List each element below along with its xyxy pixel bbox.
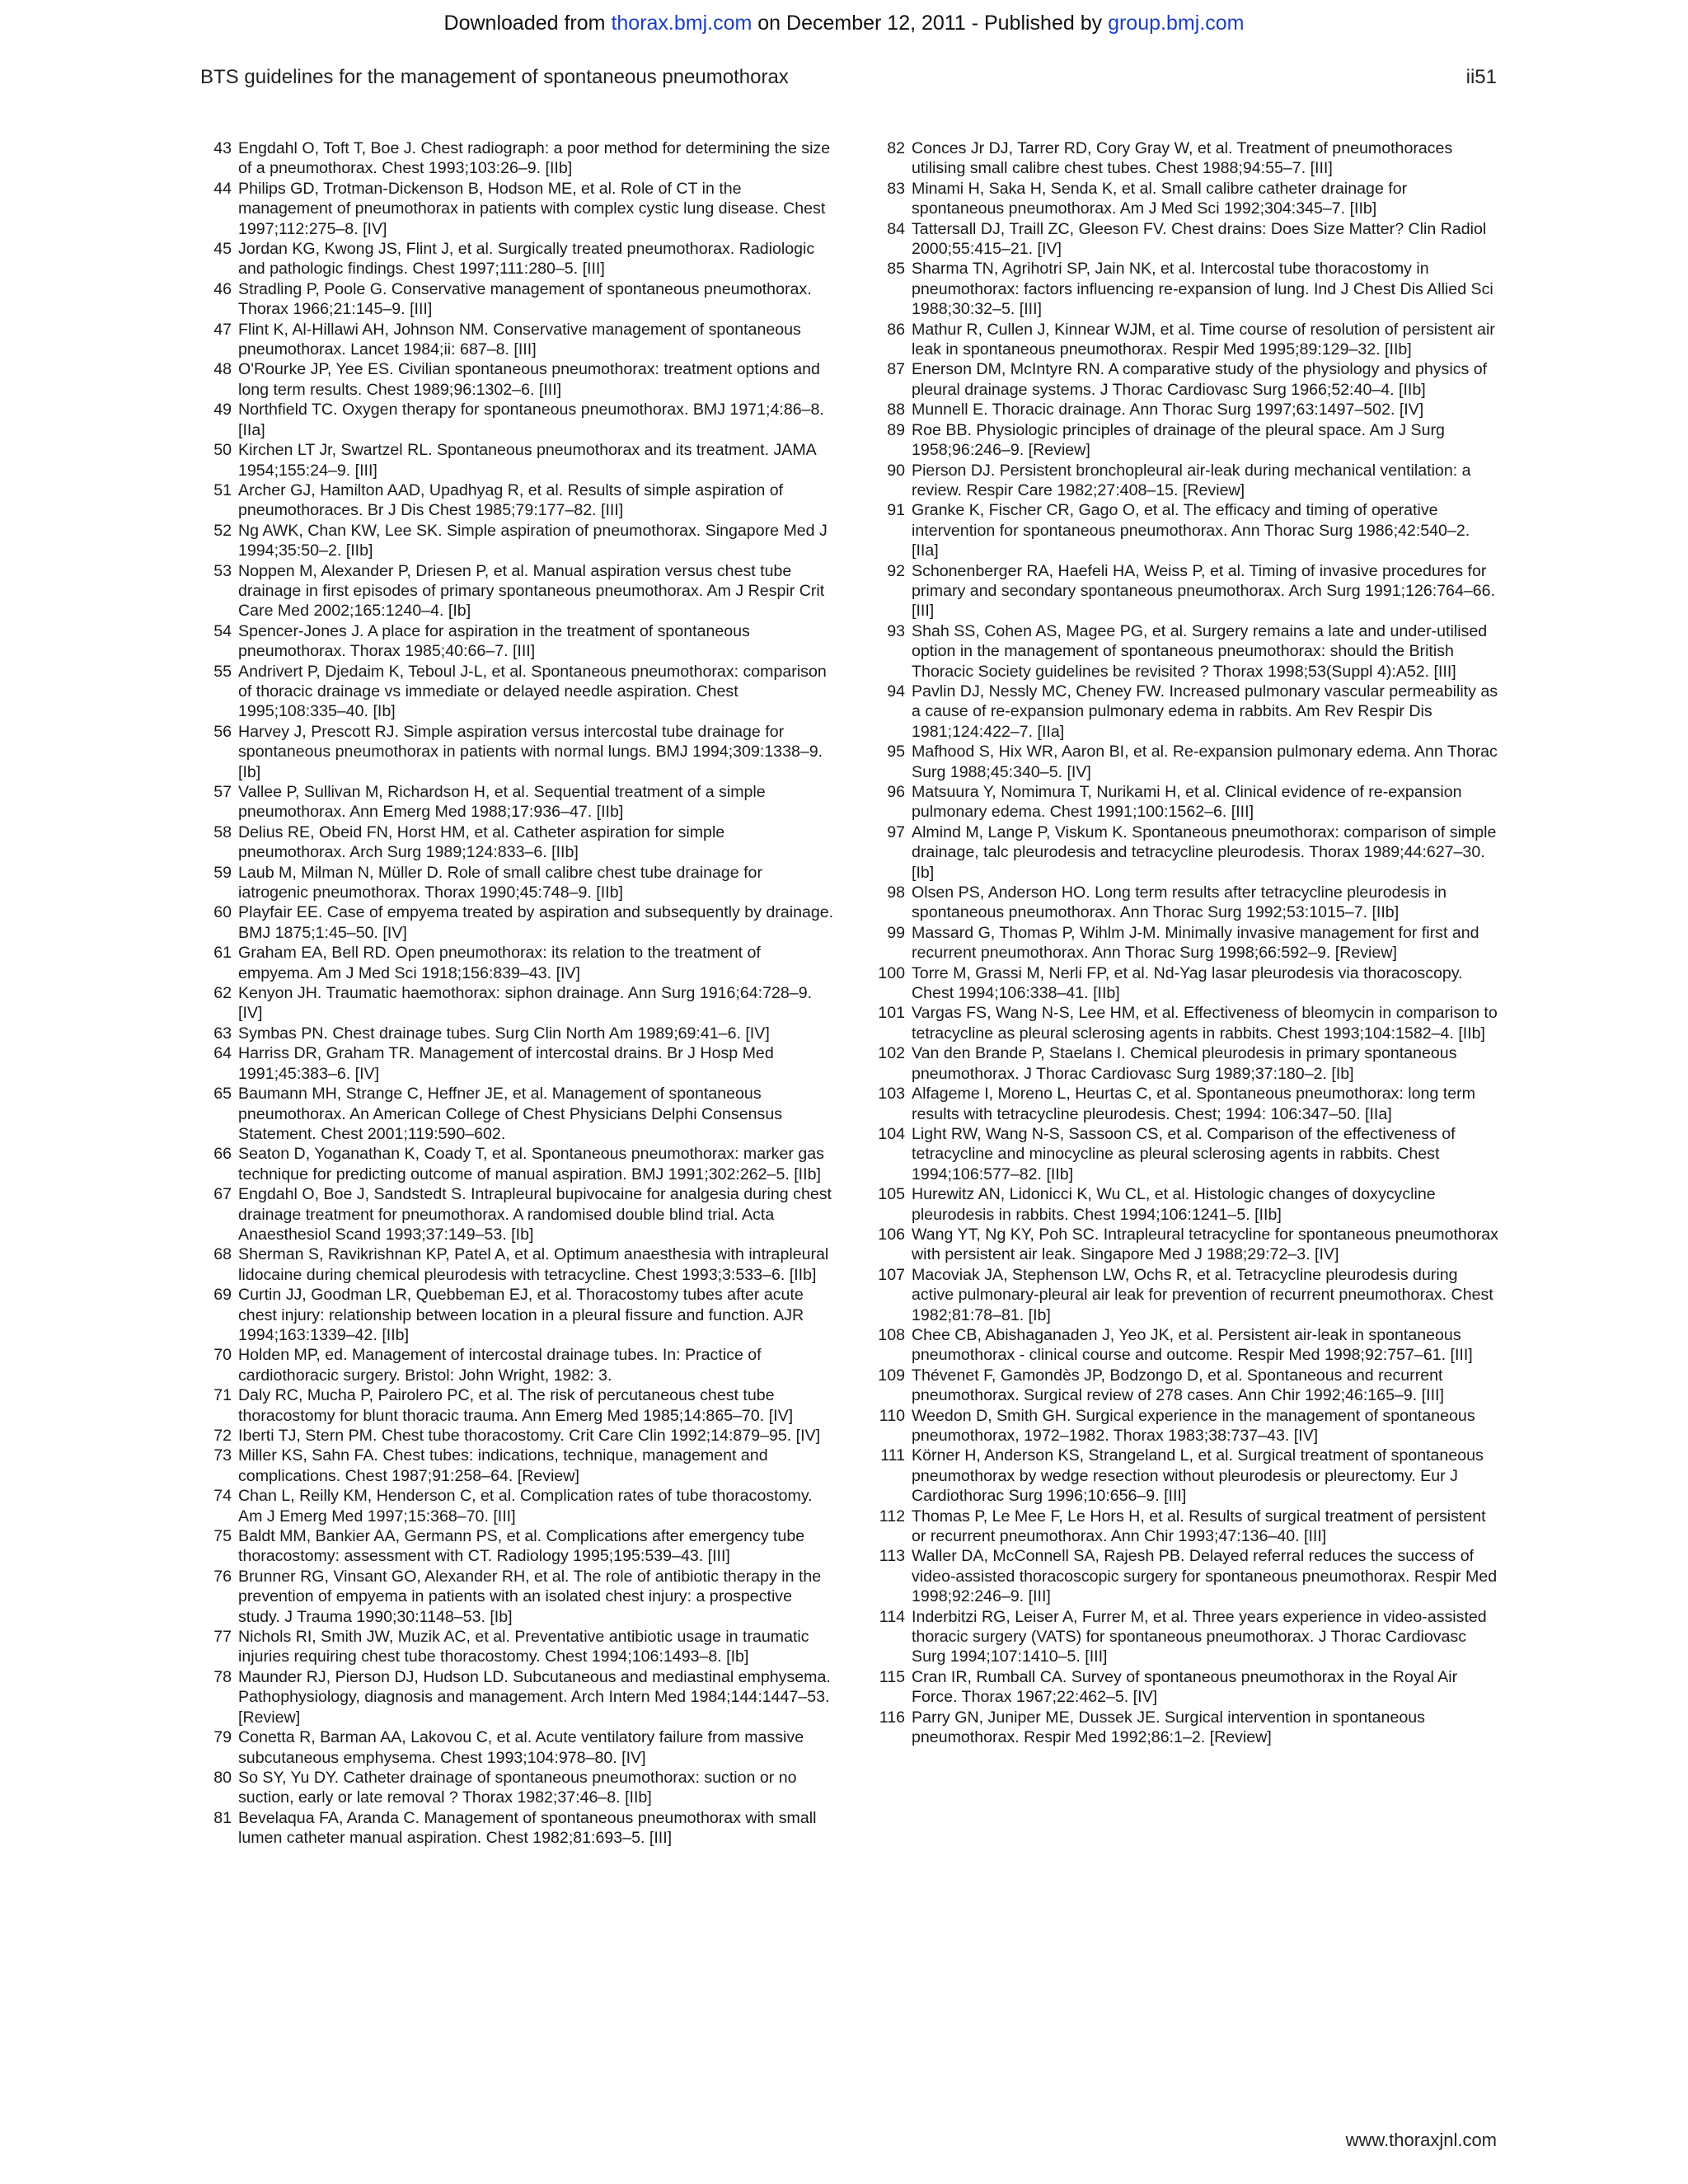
reference-text: Spencer-Jones J. A place for aspiration in the treatment of spontaneous pneumothorax. Thorax 1985;40:66–7. [III]: [238, 621, 750, 661]
reference-text: Kirchen LT Jr, Swartzel RL. Spontaneous pneumothorax and its treatment. JAMA 1954;155:24–9. [III]: [238, 441, 816, 480]
reference-number: 80: [213, 1768, 232, 1787]
reference-item: [872, 1366, 1500, 1406]
reference-item: [872, 823, 1500, 883]
reference-item: [200, 983, 835, 1024]
reference-number: 45: [213, 240, 232, 259]
reference-item: [200, 1526, 835, 1567]
download-banner: [0, 12, 1688, 35]
reference-number: 111: [880, 1446, 905, 1465]
reference-number: 85: [887, 260, 905, 279]
reference-text: Maunder RJ, Pierson DJ, Hudson LD. Subcutaneous and mediastinal emphysema. Pathophysiology, diagnosis and management. Arch Intern Med 1984;144:1447–53. [Review]: [238, 1667, 831, 1727]
reference-number: 61: [213, 944, 232, 963]
reference-number: 57: [213, 783, 232, 801]
reference-item: [200, 138, 835, 179]
reference-text: Light RW, Wang N-S, Sassoon CS, et al. Comparison of the effectiveness of tetracycline and minocycline as pleural sclerosing agents in rabbits. Chest 1994;106:577–82. [IIb]: [912, 1124, 1456, 1183]
reference-item: [200, 1084, 835, 1144]
reference-text: Mafhood S, Hix WR, Aaron BI, et al. Re-expansion pulmonary edema. Ann Thorac Surg 1988;45:340–5. [IV]: [912, 743, 1498, 781]
reference-number: 106: [878, 1225, 905, 1244]
reference-text: Chan L, Reilly KM, Henderson C, et al. Complication rates of tube thoracostomy. Am J Emerg Med 1997;15:368–70. [III]: [238, 1487, 813, 1526]
reference-item: [872, 179, 1500, 219]
reference-number: 46: [213, 279, 232, 298]
reference-number: 105: [878, 1185, 905, 1204]
reference-text: Jordan KG, Kwong JS, Flint J, et al. Surgically treated pneumothorax. Radiologic and pathologic findings. Chest 1997;111:280–5. [III]: [238, 240, 815, 279]
reference-item: [200, 902, 835, 943]
reference-number: 48: [213, 360, 232, 379]
reference-number: 98: [887, 883, 905, 902]
reference-text: Graham EA, Bell RD. Open pneumothorax: its relation to the treatment of empyema. Am J Med Sci 1918;156:839–43. [IV]: [238, 944, 761, 982]
reference-text: Chee CB, Abishaganaden J, Yeo JK, et al. Persistent air-leak in spontaneous pneumothorax - clinical course and outcome. Respir Med 1998;92:757–61. [III]: [912, 1325, 1473, 1365]
reference-number: 81: [213, 1808, 232, 1827]
reference-text: Matsuura Y, Nomimura T, Nurikami H, et al. Clinical evidence of re-expansion pulmonary edema. Chest 1991;100:1562–6. [III]: [912, 783, 1462, 822]
reference-text: Enerson DM, McIntyre RN. A comparative study of the physiology and physics of pleural drainage systems. J Thorac Cardiovasc Surg 1966;52:40–4. [IIb]: [912, 360, 1488, 399]
reference-text: Cran IR, Rumball CA. Survey of spontaneous pneumothorax in the Royal Air Force. Thorax 1967;22:462–5. [IV]: [912, 1667, 1458, 1707]
reference-item: [872, 1184, 1500, 1225]
reference-text: Roe BB. Physiologic principles of drainage of the pleural space. Am J Surg 1958;96:246–9. [Review]: [912, 420, 1445, 460]
reference-item: [200, 1244, 835, 1285]
reference-text: Sherman S, Ravikrishnan KP, Patel A, et al. Optimum anaesthesia with intrapleural lidocaine during chemical pleurodesis with tetracycline. Chest 1993;3:533–6. [IIb]: [238, 1245, 829, 1284]
reference-item: [200, 1808, 835, 1849]
reference-item: [200, 1727, 835, 1768]
reference-text: Engdahl O, Toft T, Boe J. Chest radiograph: a poor method for determining the size of a pneumothorax. Chest 1993;103:26–9. [IIb]: [238, 139, 831, 178]
reference-item: [200, 279, 835, 320]
reference-item: [872, 400, 1500, 419]
reference-number: 58: [213, 823, 232, 841]
reference-column-right: [872, 138, 1500, 1748]
reference-number: 49: [213, 401, 232, 419]
reference-item: [200, 320, 835, 360]
running-title: BTS guidelines for the management of spontaneous pneumothorax: [200, 66, 789, 88]
reference-text: Nichols RI, Smith JW, Muzik AC, et al. Preventative antibiotic usage in traumatic injuries requiring chest tube thoracostomy. Chest 1994;106:1493–8. [Ib]: [238, 1628, 809, 1666]
reference-number: 95: [887, 743, 905, 762]
reference-text: Curtin JJ, Goodman LR, Quebbeman EJ, et al. Thoracostomy tubes after acute chest injury: relationship between location in a pleural fissure and function. AJR 1994;163:1339–42. [IIb]: [238, 1286, 804, 1344]
reference-text: Conces Jr DJ, Tarrer RD, Cory Gray W, et al. Treatment of pneumothoraces utilising small calibre chest tubes. Chest 1988;94:55–7. [III]: [912, 139, 1453, 178]
reference-number: 52: [213, 521, 232, 540]
reference-text: Conetta R, Barman AA, Lakovou C, et al. Acute ventilatory failure from massive subcutaneous emphysema. Chest 1993;104:978–80. [IV]: [238, 1728, 804, 1767]
reference-number: 54: [213, 621, 232, 640]
reference-number: 69: [213, 1286, 232, 1305]
reference-number: 44: [213, 179, 232, 198]
reference-text: Baumann MH, Strange C, Heffner JE, et al. Management of spontaneous pneumothorax. An American College of Chest Physicians Delphi Consensus Statement. Chest 2001;119:590–602.: [238, 1085, 783, 1143]
reference-item: [200, 662, 835, 722]
reference-number: 93: [887, 621, 905, 640]
reference-text: Holden MP, ed. Management of intercostal drainage tubes. In: Practice of cardiothoracic surgery. Bristol: John Wright, 1982: 3.: [238, 1346, 762, 1385]
reference-number: 109: [878, 1366, 905, 1385]
reference-number: 51: [213, 480, 232, 499]
reference-number: 73: [213, 1446, 232, 1465]
reference-number: 50: [213, 441, 232, 460]
reference-text: Torre M, Grassi M, Nerli FP, et al. Nd-Yag lasar pleurodesis via thoracoscopy. Chest 1994;106:338–41. [IIb]: [912, 963, 1463, 1003]
reference-text: Sharma TN, Agrihotri SP, Jain NK, et al. Intercostal tube thoracostomy in pneumothorax: factors influencing re-expansion of lung. Ind J Chest Dis Allied Sci 1988;30:32–5. [III]: [912, 260, 1493, 319]
reference-text: Andrivert P, Djedaim K, Teboul J-L, et al. Spontaneous pneumothorax: comparison of thoracic drainage vs immediate or delayed needle aspiration. Chest 1995;108:335–40. [Ib]: [238, 662, 827, 721]
page-number: ii51: [1465, 66, 1497, 88]
reference-text: Munnell E. Thoracic drainage. Ann Thorac Surg 1997;63:1497–502. [IV]: [912, 401, 1424, 419]
reference-number: 89: [887, 420, 905, 439]
reference-item: [200, 239, 835, 279]
reference-text: Engdahl O, Boe J, Sandstedt S. Intrapleural bupivocaine for analgesia during chest drainage treatment for pneumothorax. A randomised double blind trial. Acta Anaesthesiol Scand 1993;37:149–53. [Ib]: [238, 1185, 832, 1244]
reference-text: Alfageme I, Moreno L, Heurtas C, et al. Spontaneous pneumothorax: long term results with tetracycline pleurodesis. Chest; 1994: 106:347–50. [IIa]: [912, 1085, 1475, 1123]
reference-text: Thomas P, Le Mee F, Le Hors H, et al. Results of surgical treatment of persistent or recurrent pneumothorax. Ann Chir 1993;47:136–40. [III]: [912, 1507, 1486, 1546]
reference-item: [872, 1708, 1500, 1748]
reference-item: [200, 561, 835, 621]
reference-item: [872, 782, 1500, 823]
reference-number: 100: [878, 963, 905, 982]
reference-item: [872, 420, 1500, 461]
banner-middle: on December 12, 2011 - Published by: [752, 12, 1109, 35]
reference-text: Pavlin DJ, Nessly MC, Cheney FW. Increased pulmonary vascular permeability as a cause of re-expansion pulmonary edema in rabbits. Am Rev Respir Dis 1981;124:422–7. [IIa]: [912, 682, 1498, 741]
reference-item: [200, 1184, 835, 1244]
reference-text: Ng AWK, Chan KW, Lee SK. Simple aspiration of pneumothorax. Singapore Med J 1994;35:50–2. [IIb]: [238, 521, 828, 560]
reference-item: [872, 320, 1500, 360]
reference-number: 91: [887, 501, 905, 520]
reference-item: [200, 1385, 835, 1426]
reference-number: 97: [887, 823, 905, 841]
reference-item: [200, 863, 835, 903]
banner-site-link[interactable]: thorax.bmj.com: [611, 12, 753, 35]
reference-number: 75: [213, 1527, 232, 1546]
reference-number: 92: [887, 561, 905, 580]
reference-number: 101: [878, 1004, 905, 1023]
reference-number: 76: [213, 1567, 232, 1586]
reference-text: Bevelaqua FA, Aranda C. Management of spontaneous pneumothorax with small lumen catheter manual aspiration. Chest 1982;81:693–5. [III]: [238, 1808, 817, 1848]
reference-number: 82: [887, 139, 905, 157]
reference-text: Tattersall DJ, Traill ZC, Gleeson FV. Chest drains: Does Size Matter? Clin Radiol 2000;55:415–21. [IV]: [912, 219, 1487, 259]
reference-item: [872, 1607, 1500, 1667]
reference-number: 62: [213, 984, 232, 1003]
reference-number: 79: [213, 1728, 232, 1747]
reference-text: Parry GN, Juniper ME, Dussek JE. Surgical intervention in spontaneous pneumothorax. Respir Med 1992;86:1–2. [Review]: [912, 1708, 1425, 1747]
banner-prefix: Downloaded from: [443, 12, 612, 35]
reference-number: 53: [213, 561, 232, 580]
reference-text: Granke K, Fischer CR, Gago O, et al. The efficacy and timing of operative intervention for spontaneous pneumothorax. Ann Thorac Surg 1986;42:540–2. [IIa]: [912, 501, 1470, 560]
reference-text: Northfield TC. Oxygen therapy for spontaneous pneumothorax. BMJ 1971;4:86–8. [IIa]: [238, 401, 824, 439]
reference-item: [200, 440, 835, 480]
reference-item: [872, 138, 1500, 179]
reference-item: [872, 883, 1500, 923]
reference-text: Wang YT, Ng KY, Poh SC. Intrapleural tetracycline for spontaneous pneumothorax with persistent air leak. Singapore Med J 1988;29:72–3. [IV]: [912, 1225, 1498, 1264]
reference-item: [200, 621, 835, 662]
reference-item: [200, 179, 835, 239]
reference-item: [872, 923, 1500, 963]
reference-text: Van den Brande P, Staelans I. Chemical pleurodesis in primary spontaneous pneumothorax. J Thorac Cardiovasc Surg 1989;37:180–2. [Ib]: [912, 1044, 1457, 1083]
reference-number: 83: [887, 179, 905, 198]
reference-item: [872, 561, 1500, 621]
reference-item: [872, 1546, 1500, 1606]
reference-text: Miller KS, Sahn FA. Chest tubes: indications, technique, management and complications. Chest 1987;91:258–64. [Review]: [238, 1446, 768, 1485]
reference-number: 70: [213, 1346, 232, 1365]
reference-text: Olsen PS, Anderson HO. Long term results after tetracycline pleurodesis in spontaneous pneumothorax. Ann Thorac Surg 1992;53:1015–7. [IIb]: [912, 883, 1447, 922]
reference-item: [200, 1667, 835, 1727]
reference-text: Flint K, Al-Hillawi AH, Johnson NM. Conservative management of spontaneous pneumothorax. Lancet 1984;ii: 687–8. [III]: [238, 320, 801, 359]
reference-item: [872, 1003, 1500, 1043]
reference-number: 94: [887, 682, 905, 701]
reference-item: [200, 1426, 835, 1446]
reference-number: 108: [878, 1325, 905, 1344]
reference-item: [200, 1446, 835, 1486]
reference-item: [872, 1406, 1500, 1446]
reference-text: Vallee P, Sullivan M, Richardson H, et al. Sequential treatment of a simple pneumothorax. Ann Emerg Med 1988;17:936–47. [IIb]: [238, 783, 766, 822]
reference-number: 74: [213, 1487, 232, 1506]
reference-item: [872, 742, 1500, 782]
reference-number: 113: [879, 1547, 905, 1566]
reference-number: 60: [213, 903, 232, 922]
reference-item: [872, 500, 1500, 560]
reference-number: 84: [887, 219, 905, 238]
reference-text: Harriss DR, Graham TR. Management of intercostal drains. Br J Hosp Med 1991;45:383–6. [IV]: [238, 1044, 774, 1083]
reference-item: [872, 1084, 1500, 1124]
reference-item: [872, 682, 1500, 742]
reference-number: 78: [213, 1667, 232, 1686]
reference-number: 102: [878, 1044, 905, 1063]
reference-number: 96: [887, 783, 905, 801]
reference-item: [872, 1043, 1500, 1084]
reference-text: Pierson DJ. Persistent bronchopleural air-leak during mechanical ventilation: a review. Respir Care 1982;27:408–15. [Review]: [912, 461, 1471, 499]
reference-text: Körner H, Anderson KS, Strangeland L, et al. Surgical treatment of spontaneous pneumothorax by wedge resection without pleurodesis or pleurectomy. Eur J Cardiothorac Surg 1996;10:656–9. [III]: [912, 1446, 1484, 1506]
reference-number: 104: [878, 1124, 905, 1143]
reference-number: 86: [887, 320, 905, 339]
reference-text: Minami H, Saka H, Senda K, et al. Small calibre catheter drainage for spontaneous pneumothorax. Am J Med Sci 1992;304:345–7. [IIb]: [912, 179, 1408, 218]
reference-item: [200, 1345, 835, 1385]
reference-item: [872, 1446, 1500, 1506]
reference-item: [200, 1285, 835, 1345]
journal-url[interactable]: www.thoraxjnl.com: [1345, 2130, 1497, 2150]
reference-text: Baldt MM, Bankier AA, Germann PS, et al. Complications after emergency tube thoracostomy: assessment with CT. Radiology 1995;195:539–43. [III]: [238, 1527, 805, 1566]
reference-item: [200, 359, 835, 400]
reference-item: [200, 1144, 835, 1184]
reference-item: [200, 1768, 835, 1808]
reference-text: Massard G, Thomas P, Wihlm J-M. Minimally invasive management for first and recurrent pneumothorax. Ann Thorac Surg 1998;66:592–9. [Review]: [912, 923, 1479, 963]
reference-text: Archer GJ, Hamilton AAD, Upadhyag R, et al. Results of simple aspiration of pneumothoraces. Br J Dis Chest 1985;79:177–82. [III]: [238, 480, 784, 520]
reference-item: [872, 461, 1500, 501]
reference-number: 65: [213, 1085, 232, 1104]
reference-text: Symbas PN. Chest drainage tubes. Surg Clin North Am 1989;69:41–6. [IV]: [238, 1024, 770, 1043]
reference-text: Schonenberger RA, Haefeli HA, Weiss P, et al. Timing of invasive procedures for primary and secondary spontaneous pneumothorax. Arch Surg 1991;126:764–66. [III]: [912, 561, 1496, 621]
reference-number: 68: [213, 1245, 232, 1264]
reference-text: Kenyon JH. Traumatic haemothorax: siphon drainage. Ann Surg 1916;64:728–9. [IV]: [238, 984, 813, 1023]
reference-number: 103: [878, 1085, 905, 1104]
reference-text: Laub M, Milman N, Müller D. Role of small calibre chest tube drainage for iatrogenic pneumothorax. Thorax 1990;45:748–9. [IIb]: [238, 863, 762, 902]
reference-item: [872, 219, 1500, 260]
reference-item: [200, 1043, 835, 1084]
reference-text: Vargas FS, Wang N-S, Lee HM, et al. Effectiveness of bleomycin in comparison to tetracycline as pleural sclerosing agents in rabbits. Chest 1993;104:1582–4. [IIb]: [912, 1004, 1498, 1043]
reference-item: [872, 1265, 1500, 1325]
reference-text: So SY, Yu DY. Catheter drainage of spontaneous pneumothorax: suction or no suction, early or late removal ? Thorax 1982;37:46–8. [IIb]: [238, 1768, 797, 1807]
reference-item: [872, 621, 1500, 682]
reference-number: 55: [213, 662, 232, 681]
reference-number: 63: [213, 1024, 232, 1043]
reference-item: [200, 400, 835, 440]
reference-number: 112: [879, 1507, 905, 1526]
reference-text: Weedon D, Smith GH. Surgical experience in the management of spontaneous pneumothorax, 1972–1982. Thorax 1983;38:737–43. [IV]: [912, 1406, 1475, 1445]
reference-column-left: [200, 138, 835, 1849]
reference-number: 110: [879, 1406, 905, 1425]
reference-text: Harvey J, Prescott RJ. Simple aspiration versus intercostal tube drainage for spontaneous pneumothorax in patients with normal lungs. BMJ 1994;309:1338–9. [Ib]: [238, 722, 823, 781]
reference-item: [872, 359, 1500, 400]
reference-text: Playfair EE. Case of empyema treated by aspiration and subsequently by drainage. BMJ 1875;1:45–50. [IV]: [238, 903, 834, 942]
reference-number: 66: [213, 1145, 232, 1164]
reference-item: [200, 782, 835, 823]
reference-item: [200, 722, 835, 782]
reference-text: Hurewitz AN, Lidonicci K, Wu CL, et al. Histologic changes of doxycycline pleurodesis in rabbits. Chest 1994;106:1241–5. [IIb]: [912, 1185, 1436, 1224]
reference-number: 115: [879, 1667, 905, 1686]
reference-number: 71: [213, 1386, 232, 1405]
reference-text: Almind M, Lange P, Viskum K. Spontaneous pneumothorax: comparison of simple drainage, talc pleurodesis and tetracycline pleurodesis. Thorax 1989;44:627–30. [Ib]: [912, 823, 1497, 882]
reference-text: Noppen M, Alexander P, Driesen P, et al. Manual aspiration versus chest tube drainage in first episodes of primary spontaneous pneumothorax. Am J Respir Crit Care Med 2002;165:1240–4. [Ib]: [238, 561, 825, 621]
reference-item: [200, 823, 835, 863]
reference-number: 107: [878, 1265, 905, 1284]
reference-item: [872, 1225, 1500, 1265]
reference-number: 47: [213, 320, 232, 339]
reference-text: Shah SS, Cohen AS, Magee PG, et al. Surgery remains a late and under-utilised option in the management of spontaneous pneumothorax: should the British Thoracic Society guidelines be revisited ? Thorax 1998;53(Suppl 4):A52. [III]: [912, 621, 1488, 681]
reference-number: 114: [879, 1607, 905, 1626]
reference-item: [872, 1667, 1500, 1708]
reference-text: O'Rourke JP, Yee ES. Civilian spontaneous pneumothorax: treatment options and long term results. Chest 1989;96:1302–6. [III]: [238, 360, 820, 399]
reference-item: [200, 1024, 835, 1043]
reference-text: Inderbitzi RG, Leiser A, Furrer M, et al. Three years experience in video-assisted thoracic surgery (VATS) for spontaneous pneumothorax. J Thorac Cardiovasc Surg 1994;107:1410–5. [III]: [912, 1607, 1487, 1666]
reference-number: 67: [213, 1185, 232, 1204]
reference-text: Iberti TJ, Stern PM. Chest tube thoracostomy. Crit Care Clin 1992;14:879–95. [IV]: [238, 1427, 821, 1445]
reference-number: 88: [887, 401, 905, 419]
reference-text: Philips GD, Trotman-Dickenson B, Hodson ME, et al. Role of CT in the management of pneumothorax in patients with complex cystic lung disease. Chest 1997;112:275–8. [IV]: [238, 179, 826, 238]
reference-text: Macoviak JA, Stephenson LW, Ochs R, et al. Tetracycline pleurodesis during active pulmonary-pleural air leak for prevention of recurrent pneumothorax. Chest 1982;81:78–81. [Ib]: [912, 1265, 1493, 1324]
reference-text: Daly RC, Mucha P, Pairolero PC, et al. The risk of percutaneous chest tube thoracostomy for blunt thoracic trauma. Ann Emerg Med 1985;14:865–70. [IV]: [238, 1386, 794, 1425]
reference-item: [872, 1124, 1500, 1184]
reference-item: [200, 521, 835, 561]
reference-number: 90: [887, 461, 905, 480]
reference-text: Seaton D, Yoganathan K, Coady T, et al. Spontaneous pneumothorax: marker gas technique for predicting outcome of manual aspiration. BMJ 1991;302:262–5. [IIb]: [238, 1145, 824, 1183]
reference-number: 99: [887, 923, 905, 942]
reference-item: [200, 480, 835, 521]
reference-text: Waller DA, McConnell SA, Rajesh PB. Delayed referral reduces the success of video-assisted thoracoscopic surgery for spontaneous pneumothorax. Respir Med 1998;92:246–9. [III]: [912, 1547, 1498, 1606]
reference-text: Thévenet F, Gamondès JP, Bodzongo D, et al. Spontaneous and recurrent pneumothorax. Surgical review of 278 cases. Ann Chir 1992;46:165–9. [III]: [912, 1366, 1444, 1405]
reference-text: Stradling P, Poole G. Conservative management of spontaneous pneumothorax. Thorax 1966;21:145–9. [III]: [238, 279, 812, 319]
reference-item: [200, 1567, 835, 1627]
reference-item: [200, 1627, 835, 1667]
reference-number: 72: [213, 1427, 232, 1445]
reference-text: Brunner RG, Vinsant GO, Alexander RH, et al. The role of antibiotic therapy in the prevention of empyema in patients with an isolated chest injury: a prospective study. J Trauma 1990;30:1148–53. [Ib]: [238, 1567, 822, 1626]
reference-number: 59: [213, 863, 232, 882]
reference-item: [872, 1507, 1500, 1547]
reference-item: [872, 259, 1500, 319]
reference-item: [200, 1486, 835, 1526]
reference-number: 64: [213, 1044, 232, 1063]
reference-number: 43: [213, 139, 232, 157]
reference-number: 56: [213, 722, 232, 741]
reference-number: 116: [879, 1708, 905, 1727]
reference-item: [872, 1325, 1500, 1366]
reference-item: [200, 943, 835, 983]
banner-publisher-link[interactable]: group.bmj.com: [1108, 12, 1245, 35]
reference-text: Delius RE, Obeid FN, Horst HM, et al. Catheter aspiration for simple pneumothorax. Arch Surg 1989;124:833–6. [IIb]: [238, 823, 725, 862]
reference-item: [872, 963, 1500, 1004]
reference-text: Mathur R, Cullen J, Kinnear WJM, et al. Time course of resolution of persistent air leak in spontaneous pneumothorax. Respir Med 1995;89:129–32. [IIb]: [912, 320, 1495, 359]
reference-number: 77: [213, 1628, 232, 1647]
reference-number: 87: [887, 360, 905, 379]
